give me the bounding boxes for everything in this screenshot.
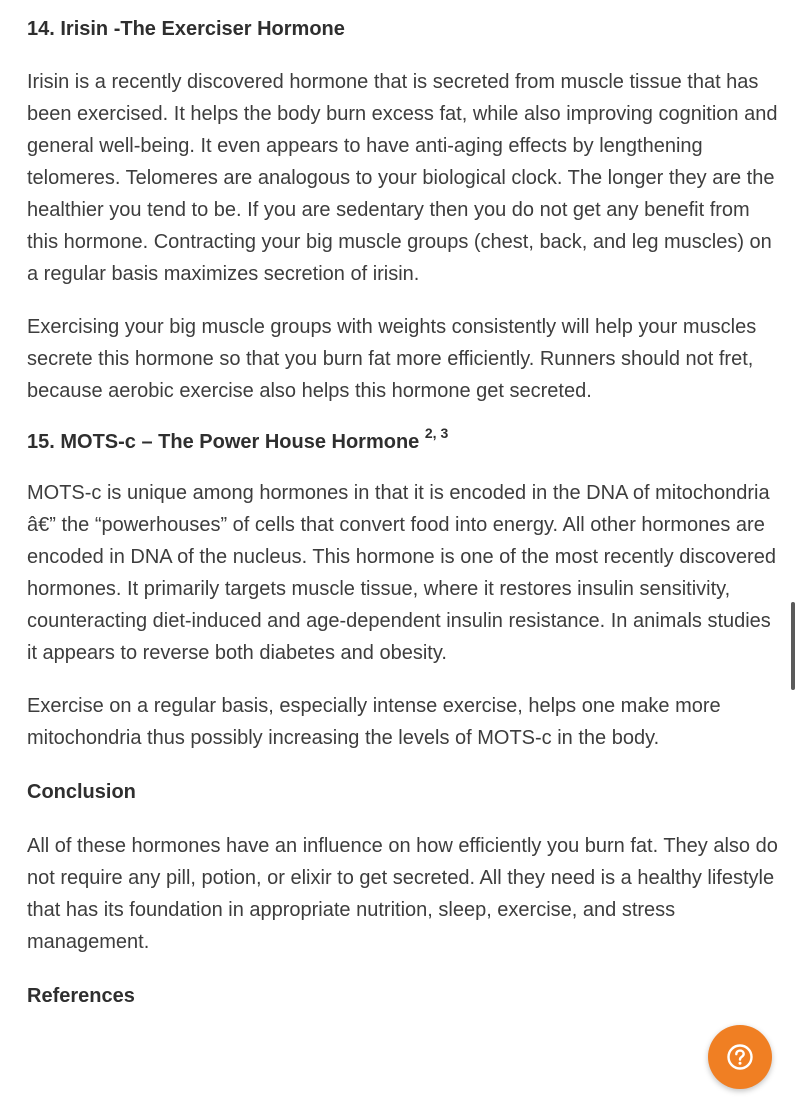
question-circle-icon — [726, 1043, 754, 1071]
section-15-paragraph-2: Exercise on a regular basis, especially intense exercise, helps one make more mitochondria thus possibly increasing the levels of MOTS-c in the body. — [27, 695, 721, 749]
section-14-paragraph-2: Exercising your big muscle groups with weights consistently will help your muscles secrete this hormone so that you burn fat more efficiently. Runners should not fret, because aerobic exercise also helps this hormone get secreted. — [27, 316, 757, 402]
conclusion-paragraph: All of these hormones have an influence on how efficiently you burn fat. They also do not require any pill, potion, or elixir to get secreted. All they need is a healthy lifestyle that has its foundation in appropriate nutrition, sleep, exercise, and stress management. — [27, 835, 778, 953]
article-body — [27, 0, 779, 1009]
conclusion-heading: Conclusion — [27, 781, 136, 803]
scrollbar-thumb[interactable] — [791, 602, 795, 690]
section-15-citation[interactable]: 2, 3 — [424, 425, 449, 442]
section-15-heading-text: 15. MOTS-c – The Power House Hormone — [27, 431, 420, 453]
section-14-heading — [27, 16, 779, 42]
section-14-paragraph-1: Irisin is a recently discovered hormone that is secreted from muscle tissue that has been exercised. It helps the body burn excess fat, while also improving cognition and general well-being. It even appears to have anti-aging effects by lengthening telomeres. Telomeres are analogous to your biological clock. The longer they are the healthier you tend to be. If you are sedentary then you do not get any benefit from this hormone. Contracting your big muscle groups (chest, back, and leg muscles) on a regular basis maximizes secretion of irisin. — [27, 71, 778, 285]
section-15-paragraph-1: MOTS-c is unique among hormones in that it is encoded in the DNA of mitochondria â€” the “powerhouses” of cells that convert food into energy. All other hormones are encoded in DNA of the nucleus. This hormone is one of the most recently discovered hormones. It primarily targets muscle tissue, where it restores insulin sensitivity, counteracting diet-induced and age-dependent insulin resistance. In animals studies it appears to reverse both diabetes and obesity. — [27, 482, 776, 664]
section-15-heading — [27, 425, 779, 455]
help-button[interactable] — [708, 1025, 772, 1089]
section-14-heading-text: 14. Irisin -The Exerciser Hormone — [27, 18, 345, 40]
references-heading: References — [27, 985, 135, 1007]
